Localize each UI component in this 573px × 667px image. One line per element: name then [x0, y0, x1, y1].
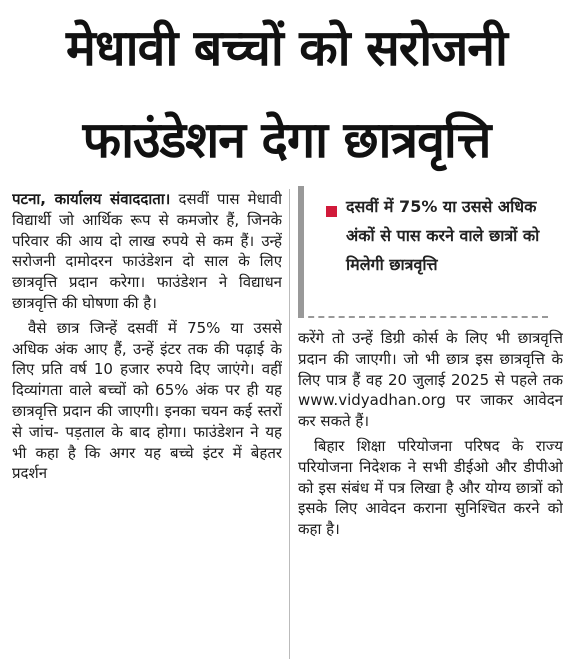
article-right-column [298, 328, 563, 660]
article-paragraph-2-continued: करेंगे तो उन्हें डिग्री कोर्स के लिए भी छात्रवृत्ति प्रदान की जाएगी। जो भी छात्र इस छात्रवृत्ति के लिए पात्र हैं वह 20 जुलाई 2025 से पहले तक www.vidyadhan.org पर जाकर आवेदन कर सकते हैं। [298, 329, 563, 431]
article-left-column [12, 189, 282, 659]
column-divider [289, 189, 290, 659]
article-paragraph-1 [12, 189, 282, 314]
dateline: पटना, कार्यालय संवाददाता। [12, 190, 171, 208]
article-paragraph-2: वैसे छात्र जिन्हें दसवीं में 75% या उससे अधिक अंक आए हैं, उन्हें इंटर तक की पढ़ाई के लिए प्रति वर्ष 10 हजार रुपये दिए जाएंगे। वहीं दिव्यांगता वाले बच्चों को 65% अंक पर ही यह छात्रवृत्ति प्रदान की जाएगी। इनका चयन कई स्तरों से जांच- पड़ताल के बाद होगा। फाउंडेशन ने यह भी कहा है कि अगर यह बच्चे इंटर में बेहतर प्रदर्शन [12, 318, 282, 483]
red-square-bullet-icon [326, 206, 337, 217]
highlight-text: दसवीं में 75% या उससे अधिक अंकों से पास करने वाले छात्रों को मिलेगी छात्रवृत्ति [346, 197, 540, 274]
highlight-box [298, 186, 548, 318]
paragraph-1-text: दसवीं पास मेधावी विद्यार्थी जो आर्थिक रूप से कमजोर हैं, जिनके परिवार की आय दो लाख रुपये से कम हैं। उन्हें सरोजनी दामोदरन फाउंडेशन दो साल के लिए छात्रवृत्ति प्रदान करेगा। फाउंडेशन ने विद्याधन छात्रवृत्ति की घोषणा की है। [12, 190, 282, 312]
article-paragraph-3: बिहार शिक्षा परियोजना परिषद के राज्य परियोजना निदेशक ने सभी डीईओ और डीपीओ को इस संबंध में पत्र लिखा है और योग्य छात्रों को इसके लिए आवेदन कराना सुनिश्चित करने को कहा है। [298, 436, 563, 539]
headline-line-1: मेधावी बच्चों को सरोजनी [65, 19, 508, 77]
headline-line-2: फाउंडेशन देगा छात्रवृत्ति [82, 111, 491, 169]
